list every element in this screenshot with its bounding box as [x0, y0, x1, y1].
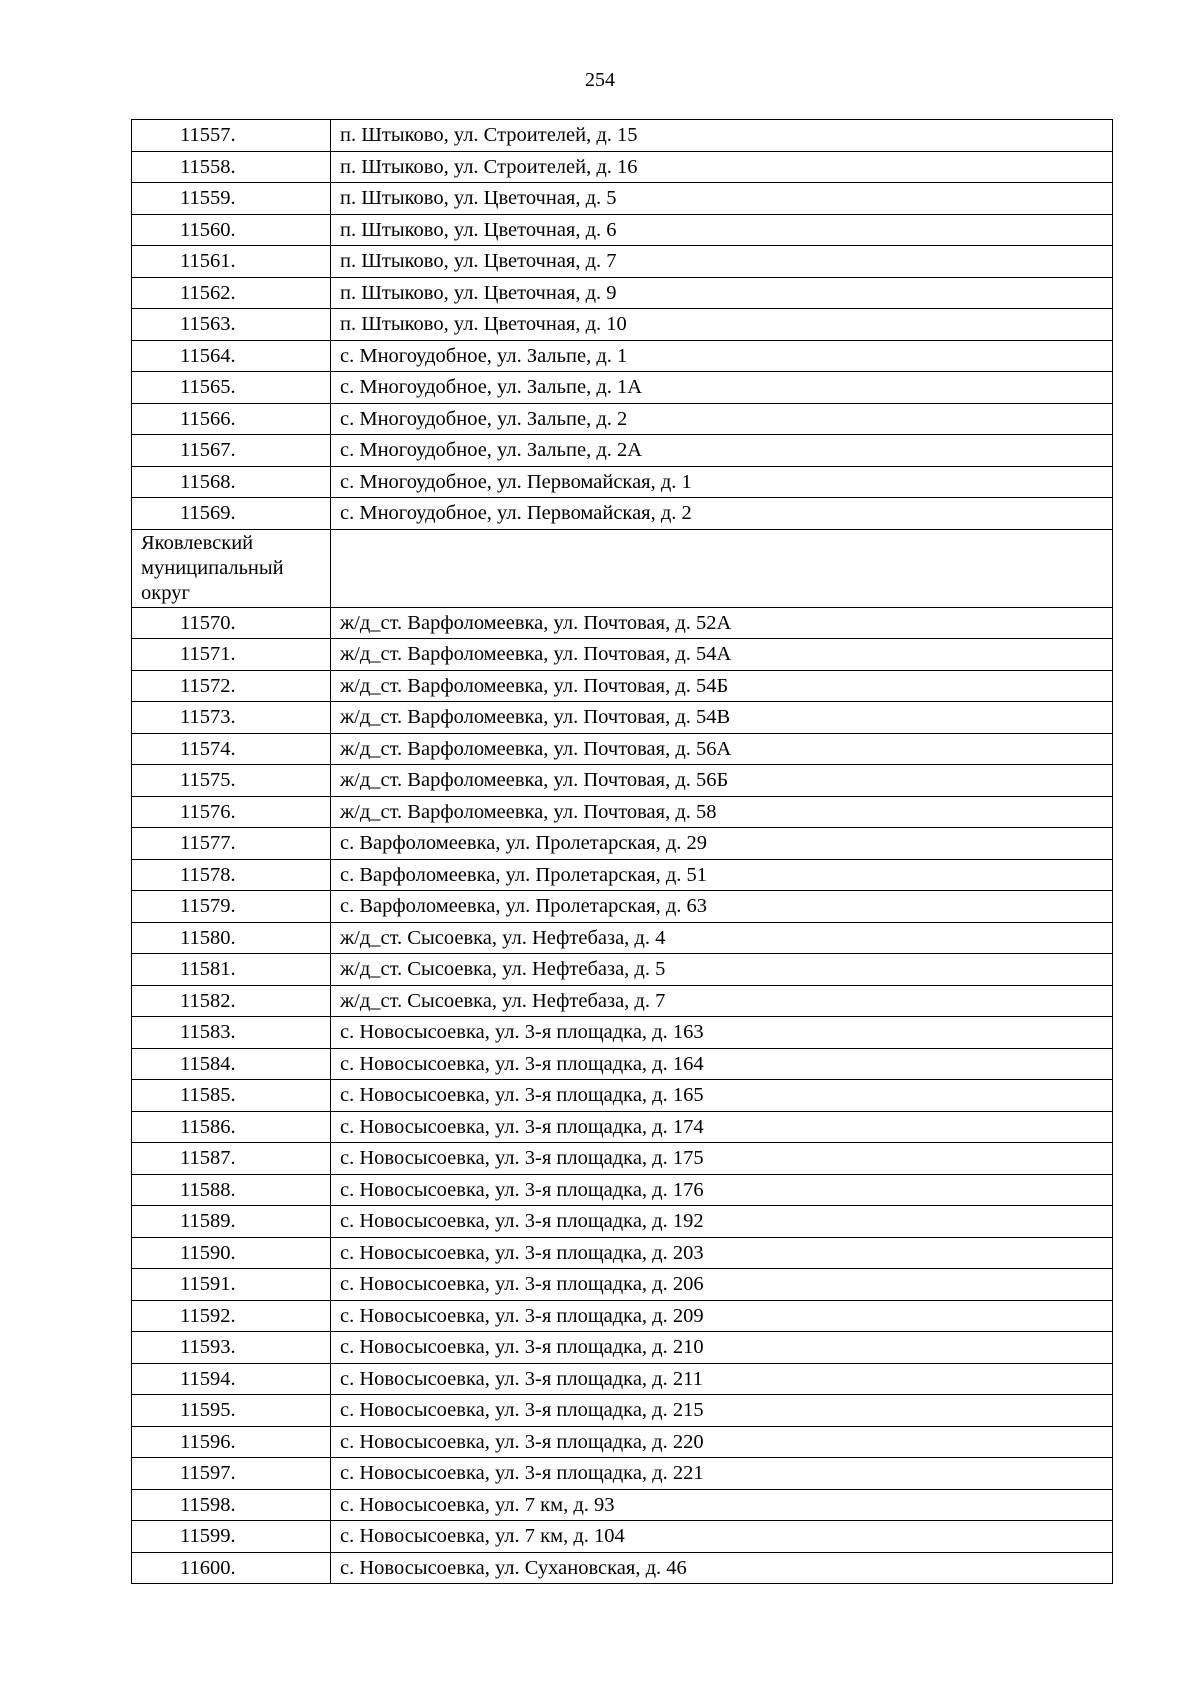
table-row [132, 1174, 1113, 1206]
row-address: с. Варфоломеевка, ул. Пролетарская, д. 29 [331, 828, 1113, 860]
table-row [132, 1363, 1113, 1395]
row-address: с. Новосысоевка, ул. 3-я площадка, д. 174 [331, 1111, 1113, 1143]
row-number: 11599. [132, 1521, 331, 1553]
row-address: с. Новосысоевка, ул. 3-я площадка, д. 192 [331, 1206, 1113, 1238]
table-row [132, 733, 1113, 765]
table-row [132, 1489, 1113, 1521]
table-row [132, 466, 1113, 498]
row-address: с. Многоудобное, ул. Зальпе, д. 1 [331, 340, 1113, 372]
row-number: 11583. [132, 1017, 331, 1049]
row-address: с. Многоудобное, ул. Зальпе, д. 2 [331, 403, 1113, 435]
row-number: 11600. [132, 1552, 331, 1584]
row-number: 11588. [132, 1174, 331, 1206]
row-address: с. Варфоломеевка, ул. Пролетарская, д. 63 [331, 891, 1113, 923]
row-address: с. Новосысоевка, ул. 3-я площадка, д. 209 [331, 1300, 1113, 1332]
row-number: 11592. [132, 1300, 331, 1332]
row-number: 11585. [132, 1080, 331, 1112]
row-number: 11598. [132, 1489, 331, 1521]
row-number: 11561. [132, 246, 331, 278]
page-number: 254 [585, 69, 615, 91]
table-row [132, 372, 1113, 404]
row-address: с. Новосысоевка, ул. 7 км, д. 104 [331, 1521, 1113, 1553]
table-row [132, 435, 1113, 467]
row-address: с. Новосысоевка, ул. 3-я площадка, д. 211 [331, 1363, 1113, 1395]
table-row [132, 1521, 1113, 1553]
table-body-after-group [132, 607, 1113, 1584]
table-row [132, 954, 1113, 986]
row-number: 11557. [132, 120, 331, 152]
row-number: 11563. [132, 309, 331, 341]
row-address: п. Штыково, ул. Цветочная, д. 5 [331, 183, 1113, 215]
group-label: Яковлевский муниципальный округ [132, 529, 331, 607]
table-row [132, 922, 1113, 954]
row-address: п. Штыково, ул. Цветочная, д. 10 [331, 309, 1113, 341]
table-row [132, 498, 1113, 530]
row-number: 11590. [132, 1237, 331, 1269]
table-row [132, 1426, 1113, 1458]
table-row [132, 765, 1113, 797]
table-row [132, 1269, 1113, 1301]
row-number: 11597. [132, 1458, 331, 1490]
table-row [132, 891, 1113, 923]
row-number: 11574. [132, 733, 331, 765]
row-address: ж/д_ст. Сысоевка, ул. Нефтебаза, д. 7 [331, 985, 1113, 1017]
row-address: ж/д_ст. Варфоломеевка, ул. Почтовая, д. 54В [331, 702, 1113, 734]
row-number: 11578. [132, 859, 331, 891]
table-row [132, 1017, 1113, 1049]
table-row [132, 151, 1113, 183]
row-number: 11586. [132, 1111, 331, 1143]
table-row [132, 183, 1113, 215]
table-row [132, 639, 1113, 671]
row-address: с. Новосысоевка, ул. 3-я площадка, д. 221 [331, 1458, 1113, 1490]
row-address: с. Новосысоевка, ул. 3-я площадка, д. 163 [331, 1017, 1113, 1049]
row-address: с. Новосысоевка, ул. 3-я площадка, д. 175 [331, 1143, 1113, 1175]
row-address: с. Многоудобное, ул. Зальпе, д. 1А [331, 372, 1113, 404]
table-row [132, 214, 1113, 246]
row-address: п. Штыково, ул. Строителей, д. 15 [331, 120, 1113, 152]
table-row [132, 340, 1113, 372]
row-address: ж/д_ст. Варфоломеевка, ул. Почтовая, д. 54А [331, 639, 1113, 671]
row-number: 11560. [132, 214, 331, 246]
table-row [132, 277, 1113, 309]
row-number: 11584. [132, 1048, 331, 1080]
row-address: с. Новосысоевка, ул. 3-я площадка, д. 165 [331, 1080, 1113, 1112]
row-number: 11559. [132, 183, 331, 215]
row-address: с. Новосысоевка, ул. 3-я площадка, д. 203 [331, 1237, 1113, 1269]
row-address: с. Новосысоевка, ул. 3-я площадка, д. 176 [331, 1174, 1113, 1206]
table-row [132, 1332, 1113, 1364]
row-address: с. Многоудобное, ул. Зальпе, д. 2А [331, 435, 1113, 467]
table-row [132, 309, 1113, 341]
row-address: с. Новосысоевка, ул. 3-я площадка, д. 210 [331, 1332, 1113, 1364]
row-address: с. Новосысоевка, ул. 3-я площадка, д. 220 [331, 1426, 1113, 1458]
table-row [132, 1300, 1113, 1332]
table-row [132, 403, 1113, 435]
row-number: 11580. [132, 922, 331, 954]
row-address: ж/д_ст. Варфоломеевка, ул. Почтовая, д. 56Б [331, 765, 1113, 797]
table-row [132, 702, 1113, 734]
row-address: с. Новосысоевка, ул. 3-я площадка, д. 215 [331, 1395, 1113, 1427]
row-address: с. Новосысоевка, ул. Сухановская, д. 46 [331, 1552, 1113, 1584]
table-row [132, 1206, 1113, 1238]
row-number: 11570. [132, 607, 331, 639]
row-number: 11589. [132, 1206, 331, 1238]
row-address: с. Многоудобное, ул. Первомайская, д. 2 [331, 498, 1113, 530]
table-row [132, 120, 1113, 152]
row-number: 11595. [132, 1395, 331, 1427]
table-row [132, 607, 1113, 639]
row-address: ж/д_ст. Варфоломеевка, ул. Почтовая, д. 52А [331, 607, 1113, 639]
table-row [132, 1552, 1113, 1584]
table-row [132, 246, 1113, 278]
table-row [132, 1111, 1113, 1143]
group-header-row [132, 529, 1113, 607]
row-number: 11575. [132, 765, 331, 797]
row-number: 11562. [132, 277, 331, 309]
row-address: ж/д_ст. Варфоломеевка, ул. Почтовая, д. 58 [331, 796, 1113, 828]
table-row [132, 1048, 1113, 1080]
row-address: п. Штыково, ул. Цветочная, д. 7 [331, 246, 1113, 278]
row-number: 11569. [132, 498, 331, 530]
table-row [132, 1395, 1113, 1427]
row-address: ж/д_ст. Варфоломеевка, ул. Почтовая, д. 54Б [331, 670, 1113, 702]
row-number: 11593. [132, 1332, 331, 1364]
row-address: с. Новосысоевка, ул. 3-я площадка, д. 206 [331, 1269, 1113, 1301]
row-number: 11581. [132, 954, 331, 986]
row-number: 11576. [132, 796, 331, 828]
row-address: ж/д_ст. Сысоевка, ул. Нефтебаза, д. 4 [331, 922, 1113, 954]
row-address: с. Многоудобное, ул. Первомайская, д. 1 [331, 466, 1113, 498]
row-number: 11579. [132, 891, 331, 923]
row-address: п. Штыково, ул. Цветочная, д. 9 [331, 277, 1113, 309]
table-row [132, 1080, 1113, 1112]
row-address: п. Штыково, ул. Строителей, д. 16 [331, 151, 1113, 183]
row-number: 11558. [132, 151, 331, 183]
row-address: ж/д_ст. Варфоломеевка, ул. Почтовая, д. 56А [331, 733, 1113, 765]
row-address: с. Новосысоевка, ул. 3-я площадка, д. 164 [331, 1048, 1113, 1080]
row-number: 11566. [132, 403, 331, 435]
row-number: 11565. [132, 372, 331, 404]
row-number: 11568. [132, 466, 331, 498]
row-number: 11564. [132, 340, 331, 372]
row-number: 11596. [132, 1426, 331, 1458]
row-number: 11572. [132, 670, 331, 702]
row-address: с. Варфоломеевка, ул. Пролетарская, д. 51 [331, 859, 1113, 891]
table-row [132, 859, 1113, 891]
row-number: 11594. [132, 1363, 331, 1395]
row-number: 11591. [132, 1269, 331, 1301]
group-value [331, 529, 1113, 607]
row-address: ж/д_ст. Сысоевка, ул. Нефтебаза, д. 5 [331, 954, 1113, 986]
table-row [132, 828, 1113, 860]
table-group-section [132, 529, 1113, 607]
row-number: 11587. [132, 1143, 331, 1175]
table-row [132, 1237, 1113, 1269]
table-row [132, 1458, 1113, 1490]
row-address: п. Штыково, ул. Цветочная, д. 6 [331, 214, 1113, 246]
table-row [132, 1143, 1113, 1175]
row-number: 11582. [132, 985, 331, 1017]
row-address: с. Новосысоевка, ул. 7 км, д. 93 [331, 1489, 1113, 1521]
table-row [132, 985, 1113, 1017]
address-table [131, 119, 1113, 1584]
row-number: 11573. [132, 702, 331, 734]
row-number: 11571. [132, 639, 331, 671]
row-number: 11577. [132, 828, 331, 860]
table-row [132, 796, 1113, 828]
table-row [132, 670, 1113, 702]
table-body-before-group [132, 120, 1113, 530]
row-number: 11567. [132, 435, 331, 467]
